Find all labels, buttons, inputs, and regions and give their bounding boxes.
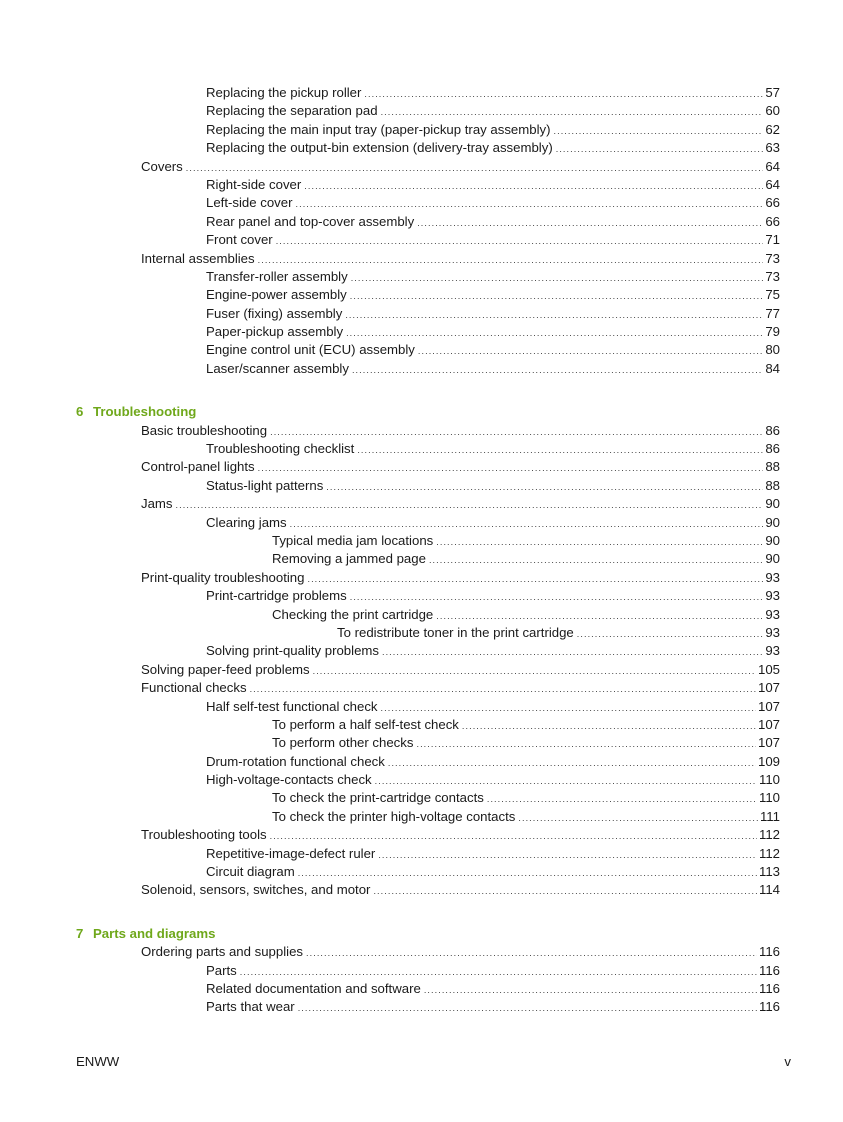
toc-entry-title: Circuit diagram <box>206 864 295 880</box>
toc-entry-page: 90 <box>765 532 780 548</box>
dot-leader <box>462 717 756 735</box>
toc-entry[interactable] <box>0 194 780 212</box>
toc-entry-page: 116 <box>758 980 780 996</box>
dot-leader <box>258 251 764 269</box>
dot-leader <box>313 662 756 680</box>
dot-leader <box>345 306 763 324</box>
dot-leader <box>304 177 763 195</box>
chapter-title: Parts and diagrams <box>93 925 216 941</box>
dot-leader <box>556 140 764 158</box>
toc-entry-page: 57 <box>765 85 780 100</box>
footer-page-number: v <box>784 1054 791 1069</box>
toc-entry-title: Solving print-quality problems <box>206 643 379 659</box>
toc-entry-title: Parts that wear <box>206 999 295 1015</box>
toc-entry[interactable] <box>0 158 780 176</box>
toc-entry-title: Front cover <box>206 232 273 248</box>
toc-entry-page: 63 <box>765 140 780 156</box>
dot-leader <box>290 515 764 533</box>
toc-entry[interactable] <box>0 980 780 998</box>
toc-entry-title: Fuser (fixing) assembly <box>206 305 343 321</box>
toc-entry-title: Print-cartridge problems <box>206 588 347 604</box>
toc-entry-page: 107 <box>757 680 780 696</box>
toc-entry-page: 111 <box>759 808 780 824</box>
toc-entry[interactable] <box>0 102 780 120</box>
dot-leader <box>577 625 764 643</box>
toc-entry-title: Replacing the main input tray (paper-pickup tray assembly) <box>206 121 551 137</box>
dot-leader <box>373 882 757 900</box>
dot-leader <box>352 361 763 379</box>
toc-entry[interactable] <box>0 458 780 476</box>
dot-leader <box>350 588 764 606</box>
dot-leader <box>429 551 763 569</box>
toc-entry-title: To perform a half self-test check <box>272 716 459 732</box>
toc-entry-title: Related documentation and software <box>206 980 421 996</box>
toc-entry-title: Engine-power assembly <box>206 287 347 303</box>
toc-entry-title: Internal assemblies <box>141 250 255 266</box>
toc-entry[interactable] <box>0 323 780 341</box>
toc-entry-title: Replacing the pickup roller <box>206 85 362 100</box>
dot-leader <box>258 459 764 477</box>
toc-entry-title: Covers <box>141 158 183 174</box>
dot-leader <box>418 342 763 360</box>
toc-entry-page: 112 <box>758 845 780 861</box>
toc-entry-page: 93 <box>765 624 780 640</box>
dot-leader <box>357 441 763 459</box>
dot-leader <box>554 122 764 140</box>
dot-leader <box>417 214 763 232</box>
toc-entry[interactable] <box>0 286 780 304</box>
toc-entry-page: 107 <box>757 735 780 751</box>
toc-entry-title: To check the printer high-voltage contacts <box>272 808 516 824</box>
toc-entry-page: 90 <box>765 514 780 530</box>
dot-leader <box>518 809 758 827</box>
toc-entry-title: Jams <box>141 496 173 512</box>
dot-leader <box>276 232 764 250</box>
toc-entry-page: 71 <box>765 232 780 248</box>
toc-entry-title: Repetitive-image-defect ruler <box>206 845 376 861</box>
toc-entry[interactable] <box>0 121 780 139</box>
toc-entry-title: Left-side cover <box>206 195 293 211</box>
toc-entry-title: Paper-pickup assembly <box>206 324 344 340</box>
table-of-contents <box>0 84 843 1017</box>
toc-entry-title: Laser/scanner assembly <box>206 360 349 376</box>
toc-entry-title: Troubleshooting tools <box>141 827 267 843</box>
toc-entry-page: 86 <box>765 441 780 457</box>
toc-entry[interactable] <box>0 514 780 532</box>
toc-entry[interactable] <box>0 550 780 568</box>
toc-entry[interactable] <box>0 250 780 268</box>
dot-leader <box>388 754 756 772</box>
toc-entry-title: High-voltage-contacts check <box>206 772 372 788</box>
toc-entry[interactable] <box>0 845 780 863</box>
toc-entry-page: 88 <box>765 459 780 475</box>
toc-entry-title: Troubleshooting checklist <box>206 441 355 457</box>
toc-entry-title: Typical media jam locations <box>272 532 434 548</box>
toc-entry[interactable] <box>0 422 780 440</box>
chapter-number: 7 <box>76 925 84 941</box>
toc-entry[interactable] <box>0 569 780 587</box>
dot-leader <box>381 699 756 717</box>
toc-entry[interactable] <box>0 84 780 102</box>
toc-entry-title: Ordering parts and supplies <box>141 944 304 960</box>
toc-entry-title: Print-quality troubleshooting <box>141 569 305 585</box>
toc-entry-title: Clearing jams <box>206 514 287 530</box>
toc-entry-page: 75 <box>765 287 780 303</box>
toc-entry[interactable] <box>0 998 780 1016</box>
toc-entry-page: 60 <box>765 103 780 119</box>
toc-entry[interactable] <box>0 753 780 771</box>
toc-entry-title: Parts <box>206 962 237 978</box>
toc-entry-title: Basic troubleshooting <box>141 422 268 438</box>
toc-entry-page: 116 <box>758 962 780 978</box>
toc-entry-page: 107 <box>757 698 780 714</box>
dot-leader <box>382 643 763 661</box>
toc-entry[interactable] <box>0 661 780 679</box>
toc-entry-title: Solving paper-feed problems <box>141 661 310 677</box>
chapter-title: Troubleshooting <box>93 404 197 420</box>
toc-entry-title: Engine control unit (ECU) assembly <box>206 342 415 358</box>
toc-entry[interactable] <box>0 881 780 899</box>
dot-leader <box>381 103 764 121</box>
dot-leader <box>346 324 763 342</box>
dot-leader <box>487 790 757 808</box>
toc-entry[interactable] <box>0 771 780 789</box>
dot-leader <box>307 570 763 588</box>
toc-entry-title: To perform other checks <box>272 735 414 751</box>
toc-entry[interactable] <box>0 360 780 378</box>
toc-entry[interactable] <box>0 789 780 807</box>
toc-entry[interactable] <box>0 642 780 660</box>
toc-chapter-7-entries <box>0 943 843 1017</box>
toc-entry-title: To redistribute toner in the print cartridge <box>337 624 574 640</box>
toc-entry-page: 110 <box>758 772 780 788</box>
dot-leader <box>298 864 757 882</box>
toc-entry[interactable] <box>0 213 780 231</box>
toc-entry-page: 64 <box>765 158 780 174</box>
toc-entry-title: Replacing the output-bin extension (delivery-tray assembly) <box>206 140 553 156</box>
toc-entry[interactable] <box>0 176 780 194</box>
toc-entry-title: Drum-rotation functional check <box>206 753 385 769</box>
dot-leader <box>436 607 763 625</box>
toc-entry-page: 105 <box>757 661 780 677</box>
toc-entry[interactable] <box>0 231 780 249</box>
toc-entry-page: 66 <box>765 213 780 229</box>
dot-leader <box>306 944 757 962</box>
toc-entry-page: 88 <box>765 477 780 493</box>
toc-entry-title: Right-side cover <box>206 176 302 192</box>
toc-entry-title: Control-panel lights <box>141 459 255 475</box>
dot-leader <box>436 533 763 551</box>
toc-entry-page: 93 <box>765 643 780 659</box>
toc-entry-title: Solenoid, sensors, switches, and motor <box>141 882 371 898</box>
toc-entry[interactable] <box>0 734 780 752</box>
dot-leader <box>326 478 763 496</box>
dot-leader <box>351 269 764 287</box>
toc-entry-page: 110 <box>758 790 780 806</box>
toc-entry[interactable] <box>0 606 780 624</box>
dot-leader <box>296 195 764 213</box>
toc-entry-page: 80 <box>765 342 780 358</box>
dot-leader <box>270 827 757 845</box>
toc-entry-page: 62 <box>765 121 780 137</box>
toc-entry[interactable] <box>0 268 780 286</box>
toc-entry-page: 107 <box>757 716 780 732</box>
dot-leader <box>176 496 764 514</box>
toc-entry[interactable] <box>0 440 780 458</box>
toc-entry-title: Rear panel and top-cover assembly <box>206 213 415 229</box>
toc-entry[interactable] <box>0 698 780 716</box>
dot-leader <box>424 981 757 999</box>
dot-leader <box>364 85 763 103</box>
toc-entry-title: Checking the print cartridge <box>272 606 434 622</box>
toc-entry-page: 86 <box>765 422 780 438</box>
toc-entry-page: 93 <box>765 606 780 622</box>
toc-entry[interactable] <box>0 532 780 550</box>
toc-entry[interactable] <box>0 826 780 844</box>
toc-entry[interactable] <box>0 962 780 980</box>
toc-entry-page: 64 <box>765 176 780 192</box>
toc-entry-page: 90 <box>765 551 780 567</box>
toc-entry-page: 73 <box>765 250 780 266</box>
toc-entry-title: To check the print-cartridge contacts <box>272 790 484 806</box>
dot-leader <box>350 287 764 305</box>
toc-entry-title: Half self-test functional check <box>206 698 378 714</box>
dot-leader <box>378 846 757 864</box>
toc-entry-title: Functional checks <box>141 680 247 696</box>
toc-entry[interactable] <box>0 716 780 734</box>
dot-leader <box>250 680 756 698</box>
page-footer <box>76 1054 791 1069</box>
dot-leader <box>375 772 757 790</box>
toc-entry-page: 66 <box>765 195 780 211</box>
toc-entry-page: 77 <box>765 305 780 321</box>
toc-entry[interactable] <box>0 477 780 495</box>
dot-leader <box>298 999 757 1017</box>
chapter-heading-6[interactable] <box>0 403 843 421</box>
dot-leader <box>416 735 756 753</box>
toc-entry[interactable] <box>0 139 780 157</box>
footer-doc-code: ENWW <box>76 1054 120 1069</box>
toc-entry-page: 93 <box>765 588 780 604</box>
toc-entry-page: 116 <box>758 999 780 1015</box>
toc-section-continued <box>0 84 843 378</box>
toc-entry[interactable] <box>0 305 780 323</box>
toc-entry-page: 93 <box>765 569 780 585</box>
toc-entry[interactable] <box>0 808 780 826</box>
toc-entry[interactable] <box>0 679 780 697</box>
toc-entry-title: Replacing the separation pad <box>206 103 378 119</box>
dot-leader <box>186 159 764 177</box>
toc-chapter-6-entries <box>0 422 843 900</box>
toc-entry[interactable] <box>0 624 780 642</box>
toc-entry-page: 84 <box>765 360 780 376</box>
toc-entry[interactable] <box>0 341 780 359</box>
toc-entry[interactable] <box>0 587 780 605</box>
toc-entry[interactable] <box>0 863 780 881</box>
dot-leader <box>270 423 763 441</box>
toc-entry-title: Removing a jammed page <box>272 551 426 567</box>
toc-entry-page: 79 <box>765 324 780 340</box>
toc-entry-title: Status-light patterns <box>206 477 324 493</box>
toc-entry[interactable] <box>0 495 780 513</box>
chapter-number: 6 <box>76 404 84 420</box>
toc-entry-page: 113 <box>758 864 780 880</box>
toc-entry-page: 73 <box>765 268 780 284</box>
toc-entry-page: 116 <box>758 944 780 960</box>
toc-entry-page: 90 <box>765 496 780 512</box>
dot-leader <box>240 963 757 981</box>
toc-entry-page: 109 <box>757 753 780 769</box>
toc-entry-title: Transfer-roller assembly <box>206 268 348 284</box>
toc-entry-page: 114 <box>758 882 780 898</box>
toc-entry-page: 112 <box>758 827 780 843</box>
chapter-heading-7[interactable] <box>0 925 843 943</box>
toc-entry[interactable] <box>0 943 780 961</box>
